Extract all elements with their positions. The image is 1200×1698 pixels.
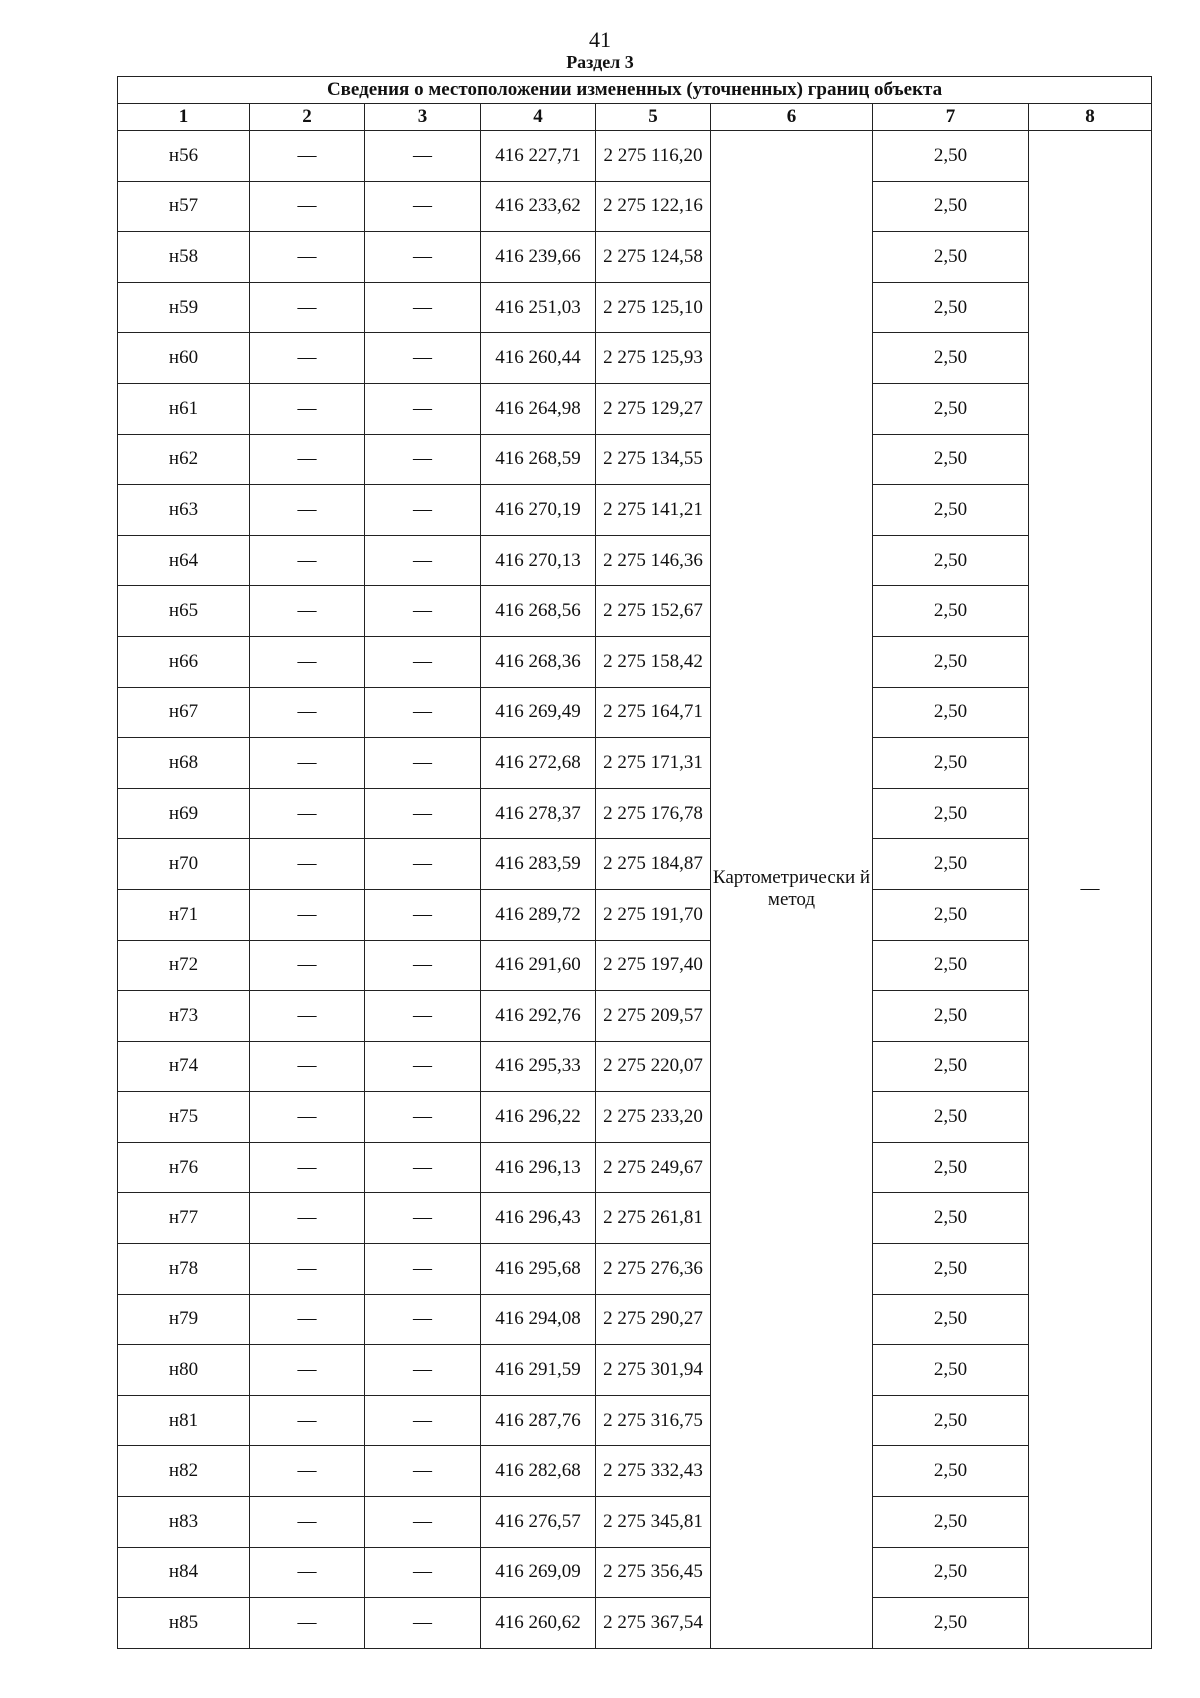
point-name-cell: н79 — [118, 1294, 250, 1345]
point-name-cell: н80 — [118, 1345, 250, 1396]
table-row — [118, 636, 1152, 687]
column-3-cell: — — [365, 636, 481, 687]
x-coordinate-cell: 416 270,19 — [481, 485, 596, 536]
column-3-cell: — — [365, 1598, 481, 1649]
column-3-cell: — — [365, 586, 481, 637]
y-coordinate-cell: 2 275 290,27 — [596, 1294, 711, 1345]
column-2-cell: — — [250, 383, 365, 434]
column-3-cell: — — [365, 131, 481, 182]
point-name-cell: н61 — [118, 383, 250, 434]
accuracy-cell: 2,50 — [873, 991, 1029, 1042]
x-coordinate-cell: 416 264,98 — [481, 383, 596, 434]
table-row — [118, 1497, 1152, 1548]
x-coordinate-cell: 416 239,66 — [481, 232, 596, 283]
column-3-cell: — — [365, 738, 481, 789]
table-row — [118, 1193, 1152, 1244]
column-3-cell: — — [365, 991, 481, 1042]
point-name-cell: н73 — [118, 991, 250, 1042]
table-header — [118, 77, 1152, 131]
x-coordinate-cell: 416 276,57 — [481, 1497, 596, 1548]
column-3-cell: — — [365, 535, 481, 586]
column-2-cell: — — [250, 991, 365, 1042]
column-3-cell: — — [365, 383, 481, 434]
x-coordinate-cell: 416 269,49 — [481, 687, 596, 738]
accuracy-cell: 2,50 — [873, 1294, 1029, 1345]
column-2-cell: — — [250, 1497, 365, 1548]
accuracy-cell: 2,50 — [873, 1345, 1029, 1396]
accuracy-cell: 2,50 — [873, 333, 1029, 384]
point-name-cell: н64 — [118, 535, 250, 586]
point-name-cell: н59 — [118, 282, 250, 333]
column-number-6: 6 — [711, 104, 873, 131]
column-2-cell: — — [250, 1294, 365, 1345]
accuracy-cell: 2,50 — [873, 232, 1029, 283]
column-2-cell: — — [250, 181, 365, 232]
accuracy-cell: 2,50 — [873, 282, 1029, 333]
x-coordinate-cell: 416 282,68 — [481, 1446, 596, 1497]
y-coordinate-cell: 2 275 116,20 — [596, 131, 711, 182]
accuracy-cell: 2,50 — [873, 1193, 1029, 1244]
column-2-cell: — — [250, 1395, 365, 1446]
table-row — [118, 788, 1152, 839]
y-coordinate-cell: 2 275 184,87 — [596, 839, 711, 890]
x-coordinate-cell: 416 287,76 — [481, 1395, 596, 1446]
x-coordinate-cell: 416 227,71 — [481, 131, 596, 182]
x-coordinate-cell: 416 272,68 — [481, 738, 596, 789]
point-name-cell: н71 — [118, 889, 250, 940]
y-coordinate-cell: 2 275 209,57 — [596, 991, 711, 1042]
table-row — [118, 1345, 1152, 1396]
y-coordinate-cell: 2 275 152,67 — [596, 586, 711, 637]
y-coordinate-cell: 2 275 332,43 — [596, 1446, 711, 1497]
y-coordinate-cell: 2 275 125,10 — [596, 282, 711, 333]
table-row — [118, 940, 1152, 991]
point-name-cell: н75 — [118, 1092, 250, 1143]
x-coordinate-cell: 416 296,22 — [481, 1092, 596, 1143]
point-name-cell: н77 — [118, 1193, 250, 1244]
column-3-cell: — — [365, 485, 481, 536]
table-row — [118, 1294, 1152, 1345]
column-2-cell: — — [250, 940, 365, 991]
table-row — [118, 687, 1152, 738]
y-coordinate-cell: 2 275 164,71 — [596, 687, 711, 738]
accuracy-cell: 2,50 — [873, 1092, 1029, 1143]
column-2-cell: — — [250, 1244, 365, 1295]
x-coordinate-cell: 416 291,59 — [481, 1345, 596, 1396]
column-3-cell: — — [365, 181, 481, 232]
column-2-cell: — — [250, 788, 365, 839]
accuracy-cell: 2,50 — [873, 940, 1029, 991]
table-row — [118, 434, 1152, 485]
y-coordinate-cell: 2 275 276,36 — [596, 1244, 711, 1295]
column-2-cell: — — [250, 687, 365, 738]
column-3-cell: — — [365, 889, 481, 940]
column-2-cell: — — [250, 232, 365, 283]
accuracy-cell: 2,50 — [873, 839, 1029, 890]
column-2-cell: — — [250, 1092, 365, 1143]
point-name-cell: н70 — [118, 839, 250, 890]
y-coordinate-cell: 2 275 233,20 — [596, 1092, 711, 1143]
column-3-cell: — — [365, 434, 481, 485]
accuracy-cell: 2,50 — [873, 636, 1029, 687]
accuracy-cell: 2,50 — [873, 738, 1029, 789]
point-name-cell: н83 — [118, 1497, 250, 1548]
point-name-cell: н62 — [118, 434, 250, 485]
table-row — [118, 383, 1152, 434]
x-coordinate-cell: 416 268,56 — [481, 586, 596, 637]
y-coordinate-cell: 2 275 345,81 — [596, 1497, 711, 1548]
section-title: Раздел 3 — [566, 52, 634, 72]
point-name-cell: н76 — [118, 1142, 250, 1193]
point-name-cell: н66 — [118, 636, 250, 687]
column-number-4: 4 — [481, 104, 596, 131]
x-coordinate-cell: 416 260,44 — [481, 333, 596, 384]
x-coordinate-cell: 416 270,13 — [481, 535, 596, 586]
column-3-cell: — — [365, 788, 481, 839]
y-coordinate-cell: 2 275 124,58 — [596, 232, 711, 283]
column-8-cell: — — [1029, 131, 1152, 1649]
y-coordinate-cell: 2 275 134,55 — [596, 434, 711, 485]
x-coordinate-cell: 416 295,68 — [481, 1244, 596, 1295]
column-3-cell: — — [365, 282, 481, 333]
y-coordinate-cell: 2 275 171,31 — [596, 738, 711, 789]
x-coordinate-cell: 416 289,72 — [481, 889, 596, 940]
x-coordinate-cell: 416 283,59 — [481, 839, 596, 890]
x-coordinate-cell: 416 291,60 — [481, 940, 596, 991]
accuracy-cell: 2,50 — [873, 1547, 1029, 1598]
column-2-cell: — — [250, 1598, 365, 1649]
column-3-cell: — — [365, 232, 481, 283]
method-cell: Картометрически й метод — [711, 131, 873, 1649]
accuracy-cell: 2,50 — [873, 535, 1029, 586]
column-3-cell: — — [365, 1547, 481, 1598]
table-caption: Сведения о местоположении измененных (уточненных) границ объекта — [118, 77, 1152, 104]
y-coordinate-cell: 2 275 125,93 — [596, 333, 711, 384]
table-row — [118, 1446, 1152, 1497]
x-coordinate-cell: 416 296,43 — [481, 1193, 596, 1244]
table-row — [118, 1547, 1152, 1598]
column-2-cell: — — [250, 434, 365, 485]
column-2-cell: — — [250, 636, 365, 687]
column-3-cell: — — [365, 1446, 481, 1497]
column-2-cell: — — [250, 485, 365, 536]
table-row — [118, 889, 1152, 940]
column-2-cell: — — [250, 282, 365, 333]
column-3-cell: — — [365, 1092, 481, 1143]
column-3-cell: — — [365, 687, 481, 738]
table-row — [118, 282, 1152, 333]
y-coordinate-cell: 2 275 122,16 — [596, 181, 711, 232]
x-coordinate-cell: 416 296,13 — [481, 1142, 596, 1193]
column-number-1: 1 — [118, 104, 250, 131]
table-row — [118, 1598, 1152, 1649]
y-coordinate-cell: 2 275 191,70 — [596, 889, 711, 940]
point-name-cell: н56 — [118, 131, 250, 182]
column-2-cell: — — [250, 738, 365, 789]
point-name-cell: н60 — [118, 333, 250, 384]
point-name-cell: н78 — [118, 1244, 250, 1295]
y-coordinate-cell: 2 275 316,75 — [596, 1395, 711, 1446]
table-row — [118, 586, 1152, 637]
accuracy-cell: 2,50 — [873, 131, 1029, 182]
table-row — [118, 1092, 1152, 1143]
table-row — [118, 738, 1152, 789]
point-name-cell: н63 — [118, 485, 250, 536]
column-number-2: 2 — [250, 104, 365, 131]
accuracy-cell: 2,50 — [873, 687, 1029, 738]
y-coordinate-cell: 2 275 141,21 — [596, 485, 711, 536]
x-coordinate-cell: 416 251,03 — [481, 282, 596, 333]
table-body — [118, 131, 1152, 1649]
table-row — [118, 181, 1152, 232]
column-2-cell: — — [250, 333, 365, 384]
table-row — [118, 1244, 1152, 1295]
accuracy-cell: 2,50 — [873, 1244, 1029, 1295]
page-number: 41 — [589, 27, 611, 52]
point-name-cell: н69 — [118, 788, 250, 839]
column-2-cell: — — [250, 131, 365, 182]
y-coordinate-cell: 2 275 129,27 — [596, 383, 711, 434]
y-coordinate-cell: 2 275 176,78 — [596, 788, 711, 839]
point-name-cell: н65 — [118, 586, 250, 637]
table-row — [118, 535, 1152, 586]
accuracy-cell: 2,50 — [873, 434, 1029, 485]
point-name-cell: н85 — [118, 1598, 250, 1649]
table-row — [118, 1041, 1152, 1092]
accuracy-cell: 2,50 — [873, 1497, 1029, 1548]
column-2-cell: — — [250, 535, 365, 586]
column-2-cell: — — [250, 1547, 365, 1598]
y-coordinate-cell: 2 275 249,67 — [596, 1142, 711, 1193]
column-number-3: 3 — [365, 104, 481, 131]
table-row — [118, 991, 1152, 1042]
x-coordinate-cell: 416 269,09 — [481, 1547, 596, 1598]
x-coordinate-cell: 416 268,59 — [481, 434, 596, 485]
column-3-cell: — — [365, 1294, 481, 1345]
coordinates-table — [117, 76, 1152, 1649]
accuracy-cell: 2,50 — [873, 889, 1029, 940]
column-number-row — [118, 104, 1152, 131]
column-3-cell: — — [365, 1142, 481, 1193]
accuracy-cell: 2,50 — [873, 1446, 1029, 1497]
accuracy-cell: 2,50 — [873, 1142, 1029, 1193]
table-row — [118, 333, 1152, 384]
x-coordinate-cell: 416 295,33 — [481, 1041, 596, 1092]
column-2-cell: — — [250, 1345, 365, 1396]
column-number-5: 5 — [596, 104, 711, 131]
point-name-cell: н84 — [118, 1547, 250, 1598]
accuracy-cell: 2,50 — [873, 181, 1029, 232]
column-3-cell: — — [365, 839, 481, 890]
column-3-cell: — — [365, 1395, 481, 1446]
table-row — [118, 1142, 1152, 1193]
table-row — [118, 131, 1152, 182]
point-name-cell: н82 — [118, 1446, 250, 1497]
column-2-cell: — — [250, 839, 365, 890]
x-coordinate-cell: 416 292,76 — [481, 991, 596, 1042]
y-coordinate-cell: 2 275 146,36 — [596, 535, 711, 586]
column-3-cell: — — [365, 1497, 481, 1548]
column-3-cell: — — [365, 1345, 481, 1396]
column-number-7: 7 — [873, 104, 1029, 131]
y-coordinate-cell: 2 275 158,42 — [596, 636, 711, 687]
column-2-cell: — — [250, 1446, 365, 1497]
point-name-cell: н57 — [118, 181, 250, 232]
column-3-cell: — — [365, 940, 481, 991]
y-coordinate-cell: 2 275 197,40 — [596, 940, 711, 991]
x-coordinate-cell: 416 294,08 — [481, 1294, 596, 1345]
accuracy-cell: 2,50 — [873, 485, 1029, 536]
y-coordinate-cell: 2 275 301,94 — [596, 1345, 711, 1396]
column-3-cell: — — [365, 1193, 481, 1244]
point-name-cell: н67 — [118, 687, 250, 738]
y-coordinate-cell: 2 275 261,81 — [596, 1193, 711, 1244]
point-name-cell: н74 — [118, 1041, 250, 1092]
column-3-cell: — — [365, 333, 481, 384]
y-coordinate-cell: 2 275 367,54 — [596, 1598, 711, 1649]
accuracy-cell: 2,50 — [873, 1598, 1029, 1649]
accuracy-cell: 2,50 — [873, 788, 1029, 839]
table-row — [118, 485, 1152, 536]
column-2-cell: — — [250, 889, 365, 940]
x-coordinate-cell: 416 268,36 — [481, 636, 596, 687]
table-row — [118, 839, 1152, 890]
table-row — [118, 1395, 1152, 1446]
column-3-cell: — — [365, 1041, 481, 1092]
accuracy-cell: 2,50 — [873, 1041, 1029, 1092]
point-name-cell: н81 — [118, 1395, 250, 1446]
x-coordinate-cell: 416 233,62 — [481, 181, 596, 232]
x-coordinate-cell: 416 278,37 — [481, 788, 596, 839]
column-2-cell: — — [250, 1142, 365, 1193]
column-number-8: 8 — [1029, 104, 1152, 131]
column-2-cell: — — [250, 1041, 365, 1092]
table-row — [118, 232, 1152, 283]
accuracy-cell: 2,50 — [873, 383, 1029, 434]
y-coordinate-cell: 2 275 220,07 — [596, 1041, 711, 1092]
point-name-cell: н58 — [118, 232, 250, 283]
point-name-cell: н68 — [118, 738, 250, 789]
column-3-cell: — — [365, 1244, 481, 1295]
y-coordinate-cell: 2 275 356,45 — [596, 1547, 711, 1598]
column-2-cell: — — [250, 586, 365, 637]
column-2-cell: — — [250, 1193, 365, 1244]
point-name-cell: н72 — [118, 940, 250, 991]
x-coordinate-cell: 416 260,62 — [481, 1598, 596, 1649]
accuracy-cell: 2,50 — [873, 1395, 1029, 1446]
accuracy-cell: 2,50 — [873, 586, 1029, 637]
